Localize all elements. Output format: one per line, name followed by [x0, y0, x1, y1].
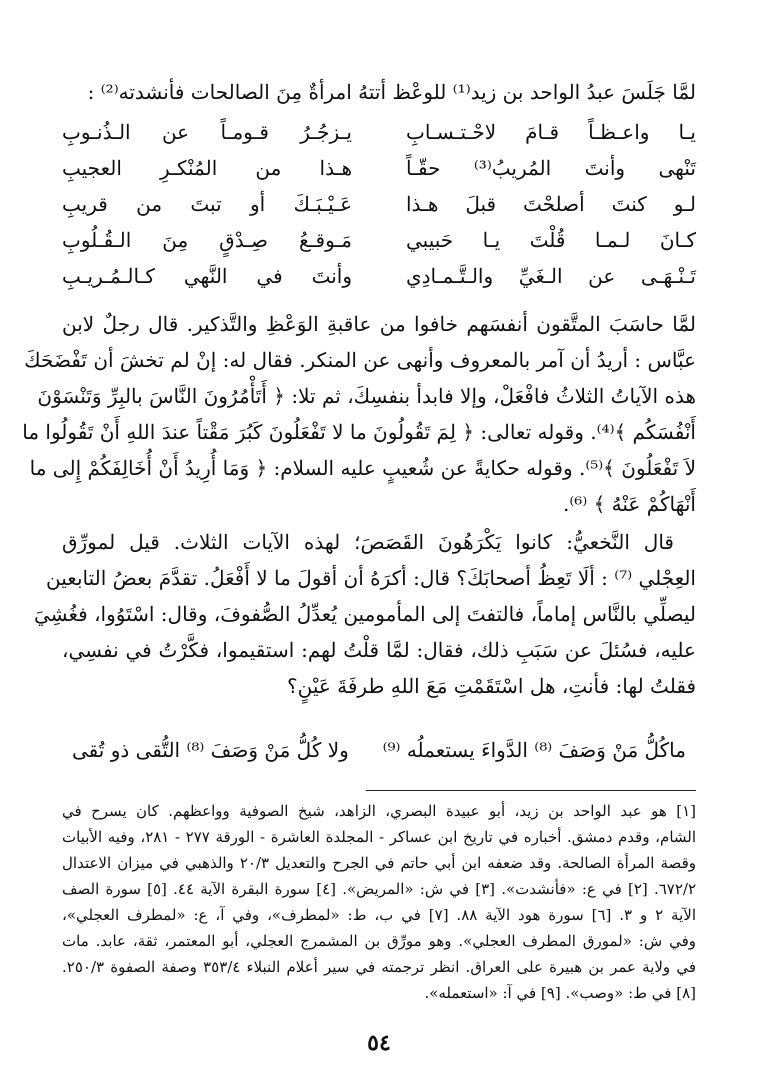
body-line: عبَّاس : أريدُ أن آمر بالمعروف وأنهى عن المنكر. فقال له: إنْ لم تخشَ أن تَفْضَحَكَ: [24, 348, 696, 372]
verse-second-hemistich: هـذا من المُنْكـرِ العجيبِ: [62, 156, 352, 180]
footnote-line: الآية ٢ و ٣. [٦] سورة هود الآية ٨٨. [٧] في ب، ط: «لمطرف»، وفي آ، ع: «لمطرف العجلي»،: [62, 906, 697, 924]
verse-second-hemistich: ولا كُلُّ مَنْ وَصَفَ ⁽⁸⁾ التُّقى ذو تُقى: [72, 738, 349, 762]
verse-first-hemistich: تَنْهى وأنتَ المُريبُ⁽³⁾ حقّـاً: [406, 156, 696, 180]
footnote-line: ٦٧٢/٢. [٢] في ع: «فأنشدت». [٣] في ش: «المريض». [٤] سورة البقرة الآية ٤٤. [٥] سورة الصف: [62, 880, 697, 898]
verse-second-hemistich: عَـيْـبَـكَ أو تبتَ من قريبِ: [62, 192, 352, 216]
verse-row: [62, 228, 696, 262]
body-line: أَنْفُسَكُم ﴾⁽⁴⁾. وقوله تعالى: ﴿ لِمَ تَقُولُونَ ما لا تَفْعَلُونَ كَبُرَ مَقْتاً عندَ اللهِ أَنْ تَقُولُوا ما: [22, 420, 696, 444]
footnote-line: وقصة المرأة الصالحة. وقد ضعفه ابن أبي حاتم في الجرح والتعديل ٢٠/٣ والذهبي في ميزان الاعتدال: [62, 854, 696, 872]
verse-first-hemistich: لـو كنتَ أصلحْتَ قبلَ هـذا: [406, 192, 696, 216]
body-line: ليصلِّي بالنَّاس إماماً، فالتفتَ إلى المأمومين يُعدِّلُ الصُّفوفَ، وقال: اسْتَوُوا، فغُشِيَ: [34, 602, 696, 626]
verse-row: [62, 156, 696, 190]
body-line: فقلتُ لها: فأنتِ، هل اسْتَقَمْتِ مَعَ اللهِ طرفَةَ عَيْنٍ؟: [286, 674, 696, 698]
footnote-line: في ولاية عمر بن هبيرة على العراق. انظر ترجمته في سير أعلام النبلاء ٣٥٣/٤ وصفة الصفوة ٢٥٠/٣.: [62, 958, 697, 976]
footnote-line: [١] هو عبد الواحد بن زيد، أبو عبيدة البصري، الزاهد، شيخ الصوفية وواعظهم. كان يسرح في: [62, 802, 696, 820]
body-line: لمَّا حاسَبَ المتَّقون أنفسَهم خافوا من عاقبةِ الوَعْظِ والتَّذكير. قال رجلٌ لابن: [62, 312, 696, 336]
footnote-line: [٨] في ط: «وصب». [٩] في آ: «استعمله».: [424, 984, 696, 1002]
verse-row: [62, 264, 696, 298]
verse-second-hemistich: وأنتَ في النَّهي كـالـمُـريـبِ: [62, 264, 352, 288]
body-line: لاَ تَفْعَلُونَ ﴾⁽⁵⁾. وقوله حكايةً عن شُعيبٍ عليه السلام: ﴿ وَمَا أُرِيدُ أَنْ أُخَالِفَكُمْ إِلى ما: [29, 456, 696, 480]
footnote-line: الشام، وقدم دمشق. أخباره في تاريخ ابن عساكر - المجلدة العاشرة - الورقة ٢٧٧ - ٢٨١، وفيه الأبيات: [62, 828, 697, 846]
body-line: قال النَّخعيُّ: كانوا يَكْرَهُونَ القَصَصَ؛ لهذه الآيات الثلاث. قيل لمورِّق: [62, 530, 674, 554]
page-number: ٥٤: [367, 1030, 391, 1056]
footnote-line: وفي ش: «لمورق المطرف العجلي». وهو مورِّق بن المشمرج العجلي، أبو المعتمر، ثقة، عابد. مات: [62, 932, 696, 950]
body-line: عليه، فسُئلَ عن سَبَبِ ذلك، فقال: لمَّا قلْتُ لهم: استقيموا، فكَّرْتُ في نفسِي،: [62, 638, 696, 662]
intro-line: لمَّا جَلَسَ عبدُ الواحد بن زيد⁽¹⁾ للوعْظ أتتهُ امرأةٌ مِنَ الصالحات فأنشدته⁽²⁾ :: [87, 80, 696, 104]
verse-first-hemistich: ماكُلُّ مَنْ وَصَفَ ⁽⁸⁾ الدَّواءَ يستعملُه ⁽⁹⁾: [382, 738, 686, 762]
body-line: أَنْهَاكُمْ عَنْهُ ﴾ ⁽⁶⁾.: [563, 492, 696, 516]
verse-row: [62, 120, 696, 154]
final-verse: [72, 738, 686, 770]
body-line: العِجْلي ⁽⁷⁾ : ألَا تَعِظُ أصحابَكَ؟ قال: أكرَهُ أن أقولَ ما لا أَفْعَلُ. تقدَّمَ بعضُ التابعين: [46, 566, 696, 590]
verse-second-hemistich: يـزجُـرُ قـومـاً عن الـذُنـوبِ: [62, 120, 352, 144]
verse-second-hemistich: مَـوقـعُ صِـدْقٍ مِنَ الـقُـلُوبِ: [62, 228, 352, 252]
verse-first-hemistich: تَـنْـهَـى عن الـغَيِّ والـتَّـمـادِي: [406, 264, 696, 288]
verse-first-hemistich: كـانَ لـمـا قُلْتَ يـا حَبيبي: [406, 228, 696, 252]
body-line: هذه الآياتُ الثلاثُ فافْعَلْ، وإلا فابدأ بنفسِكَ، ثم تلا: ﴿ أَتَأْمُرُونَ النَّاسَ بالبِرِّ وَتَنْسَوْنَ: [37, 384, 696, 408]
verse-row: [62, 192, 696, 226]
footnote-divider: [366, 790, 696, 791]
verse-first-hemistich: يـا واعـظـاً قـامَ لاحْـتـسـابِ: [406, 120, 696, 144]
